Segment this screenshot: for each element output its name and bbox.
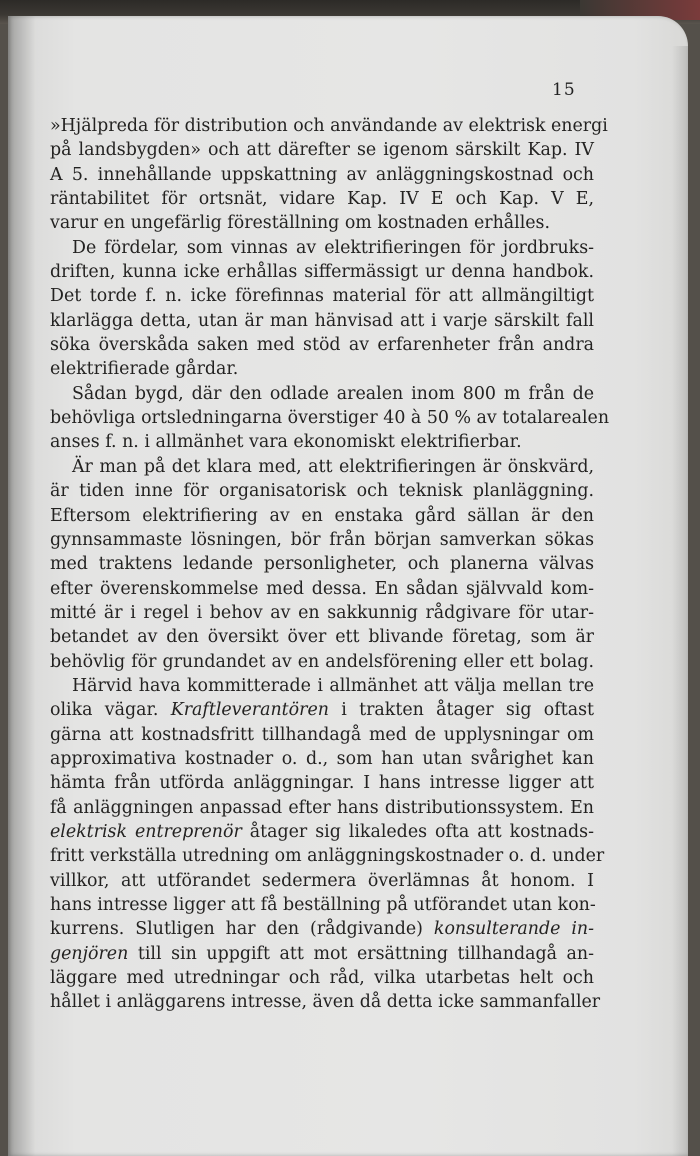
text-line: mitté är i regel i behov av en sakkunnig rådgivare för utar-	[50, 602, 594, 623]
text-line: Det torde f. n. icke förefinnas material för att allmängiltigt	[50, 286, 594, 307]
text-line: på landsbygden» och att därefter se igenom särskilt Kap. IV	[50, 140, 594, 161]
text-line	[50, 820, 594, 844]
text-line	[50, 942, 594, 966]
text-line: behövlig för grundandet av en andelsförening eller ett bolag.	[50, 651, 594, 672]
text-line: gärna att kostnadsfritt tillhandagå med de upplysningar om	[50, 724, 594, 745]
text-line: fritt verkställa utredning om anläggningskostnader o. d. under	[50, 846, 605, 867]
text-line: söka överskåda saken med stöd av erfarenheter från andra	[50, 335, 594, 356]
text-line: räntabilitet för ortsnät, vidare Kap. IV E och Kap. V E,	[50, 189, 594, 210]
text-line: Eftersom elektrifiering av en enstaka gård sällan är den	[50, 505, 594, 526]
italic-term: Kraftleverantören	[170, 700, 329, 721]
text-run: till sin uppgift att mot ersättning tillhandagå an-	[128, 943, 594, 964]
text-run: åtager sig likaledes ofta att kostnads-	[241, 821, 594, 842]
italic-term: genjören	[50, 943, 129, 964]
text-line: klarlägga detta, utan är man hänvisad att i varje särskilt fall	[50, 310, 594, 331]
text-line: läggare med utredningar och råd, vilka utarbetas helt och	[50, 968, 594, 989]
text-line: anses f. n. i allmänhet vara ekonomiskt elektrifierbar.	[50, 432, 522, 453]
book-page	[8, 16, 688, 1156]
text-run: olika vägar.	[50, 700, 171, 721]
page-gutter-shadow	[8, 16, 36, 1156]
text-line: villkor, att utförandet sedermera överlämnas åt honom. I	[50, 870, 594, 891]
page-body-text	[50, 114, 610, 1015]
page-right-edge	[672, 46, 688, 1156]
text-line	[50, 917, 594, 941]
text-line: betandet av den översikt över ett blivande företag, som är	[50, 627, 594, 648]
text-line: hans intresse ligger att få beställning på utförandet utan kon-	[50, 895, 596, 915]
text-line: elektrifierade gårdar.	[50, 359, 239, 380]
text-run: i trakten åtager sig oftast	[328, 700, 594, 721]
text-line: Härvid hava kommitterade i allmänhet att välja mellan tre	[72, 675, 594, 696]
text-line: behövliga ortsledningarna överstiger 40 à 50 % av totalarealen	[50, 408, 610, 429]
text-line: hållet i anläggarens intresse, även då detta icke sammanfaller	[50, 992, 601, 1013]
text-line: hämta från utförda anläggningar. I hans intresse ligger att	[50, 773, 594, 794]
text-line: Är man på det klara med, att elektrifieringen är önskvärd,	[72, 456, 594, 477]
page-number: 15	[552, 80, 576, 100]
text-line: få anläggningen anpassad efter hans distributionssystem. En	[50, 797, 594, 818]
text-line: är tiden inne för organisatorisk och teknisk planläggning.	[50, 481, 594, 502]
text-line: efter överenskommelse med dessa. En sådan självvald kom-	[50, 578, 594, 599]
text-line: »Hjälpreda för distribution och användande av elektrisk energi	[50, 116, 608, 136]
text-line: Sådan bygd, där den odlade arealen inom 800 m från de	[72, 383, 594, 404]
text-line: driften, kunna icke erhållas siffermässigt ur denna handbok.	[50, 262, 594, 283]
text-line: approximativa kostnader o. d., som han utan svårighet kan	[50, 748, 594, 769]
text-line: De fördelar, som vinnas av elektrifieringen för jordbruks-	[72, 237, 594, 258]
italic-term: elektrisk entreprenör	[50, 821, 242, 842]
text-line: A 5. innehållande uppskattning av anläggningskostnad och	[50, 164, 594, 185]
text-line	[50, 698, 594, 722]
text-line: gynnsammaste lösningen, bör från början samverkan sökas	[50, 529, 594, 550]
italic-term: konsulterande in-	[433, 919, 594, 940]
text-line: varur en ungefärlig föreställning om kostnaden erhålles.	[50, 213, 551, 234]
text-run: kurrens. Slutligen har den (rådgivande)	[50, 919, 434, 940]
text-line: med traktens ledande personligheter, och planerna välvas	[50, 554, 594, 575]
